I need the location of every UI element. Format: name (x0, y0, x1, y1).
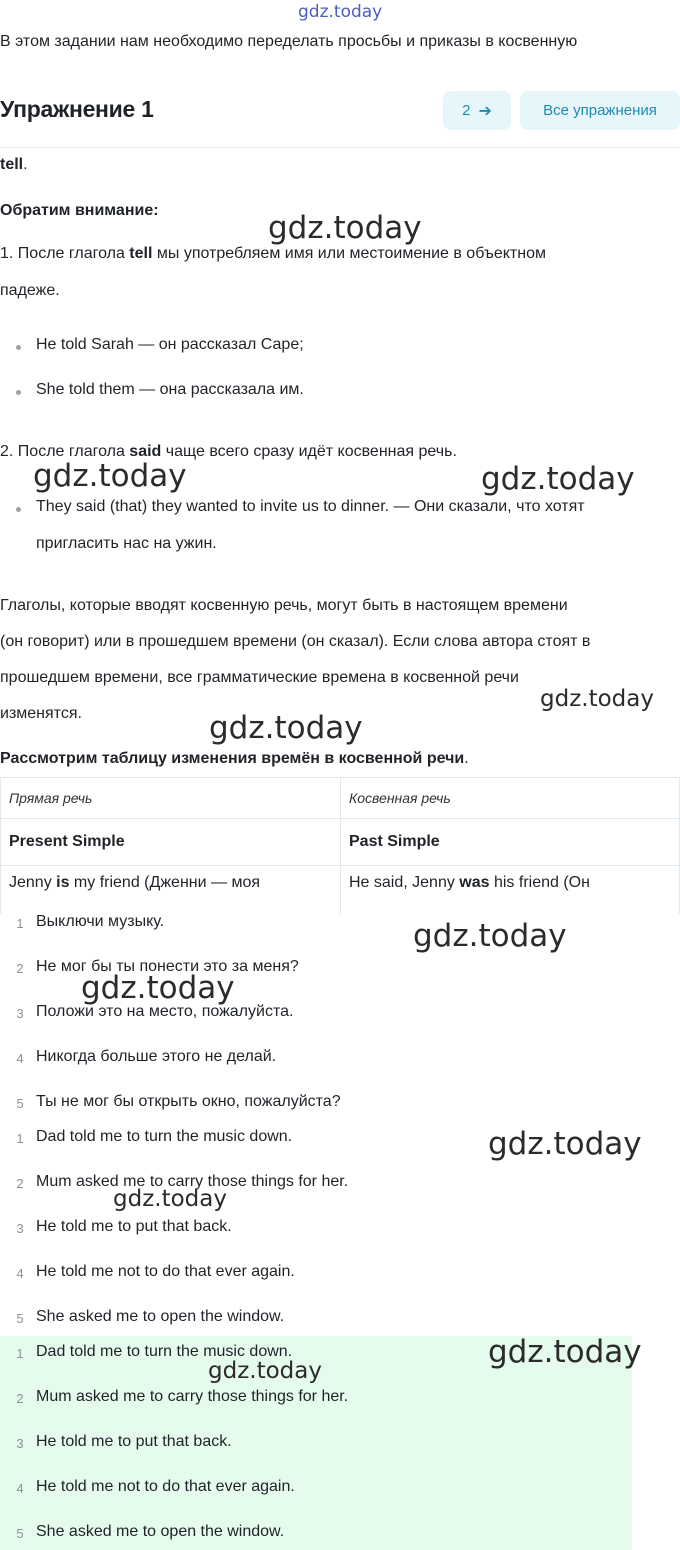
list-number: 3 (16, 1006, 24, 1021)
watermark: gdz.today (413, 918, 567, 954)
answer-item-highlighted: She asked me to open the window. (36, 1523, 285, 1540)
task-item: Не мог бы ты понести это за меня? (36, 958, 299, 975)
bullet-icon (16, 390, 21, 395)
next-exercise-label: 2 (462, 102, 471, 119)
list-number: 5 (16, 1311, 24, 1326)
next-exercise-button[interactable] (443, 91, 511, 130)
said-example-line1: They said (that) they wanted to invite us to dinner. — Они сказали, что хотят (36, 498, 585, 515)
all-exercises-button[interactable]: Все упражнения (520, 91, 680, 130)
tense-table (0, 777, 680, 914)
tell-example-2: She told them — она рассказала им. (36, 381, 304, 398)
page-title: Упражнение 1 (0, 96, 154, 122)
list-number: 3 (16, 1436, 24, 1451)
list-number: 2 (16, 1176, 24, 1191)
task-item: Никогда больше этого не делай. (36, 1048, 277, 1065)
watermark: gdz.today (488, 1126, 642, 1162)
answer-item-highlighted: Mum asked me to carry those things for her. (36, 1388, 349, 1405)
list-number: 2 (16, 961, 24, 976)
list-number: 4 (16, 1051, 24, 1066)
list-number: 4 (16, 1481, 24, 1496)
answer-item: She asked me to open the window. (36, 1308, 285, 1325)
list-number: 4 (16, 1266, 24, 1281)
table-intro: Рассмотрим таблицу изменения времён в косвенной речи. (0, 750, 469, 767)
bullet-icon (16, 507, 21, 512)
paragraph-line-4: изменятся. (0, 705, 82, 722)
watermark: gdz.today (81, 970, 235, 1006)
list-number: 1 (16, 1131, 24, 1146)
list-number: 2 (16, 1391, 24, 1406)
watermark: gdz.today (33, 458, 187, 494)
answer-item-highlighted: He told me not to do that ever again. (36, 1478, 295, 1495)
answer-item: He told me to put that back. (36, 1218, 232, 1235)
watermark: gdz.today (208, 1358, 322, 1384)
table-cell-example-direct: Jenny is my friend (Дженни — моя (1, 866, 341, 915)
task-item: Ты не мог бы открыть окно, пожалуйста? (36, 1093, 341, 1110)
table-cell-tense-indirect: Past Simple (341, 819, 680, 866)
task-item: Выключи музыку. (36, 913, 165, 930)
watermark-top: gdz.today (298, 2, 383, 22)
paragraph-line-2: (он говорит) или в прошедшем времени (он сказал). Если слова автора стоят в (0, 633, 591, 650)
answer-item-highlighted: He told me to put that back. (36, 1433, 232, 1450)
rule-2: 2. После глагола said чаще всего сразу идёт косвенная речь. (0, 443, 457, 460)
tell-example-1: He told Sarah — он рассказал Саре; (36, 336, 304, 353)
watermark: gdz.today (268, 210, 422, 246)
rule-1: 1. После глагола tell мы употребляем имя или местоимение в объектном (0, 245, 546, 262)
table-cell-tense-direct: Present Simple (1, 819, 341, 866)
answer-item: Dad told me to turn the music down. (36, 1128, 293, 1145)
table-header-direct: Прямая речь (1, 778, 341, 819)
table-cell-example-indirect: He said, Jenny was his friend (Он (341, 866, 680, 915)
intro-text: В этом задании нам необходимо переделать просьбы и приказы в косвенную (0, 33, 578, 50)
list-number: 1 (16, 916, 24, 931)
watermark: gdz.today (488, 1334, 642, 1370)
bullet-icon (16, 345, 21, 350)
divider (0, 147, 680, 148)
task-item: Положи это на место, пожалуйста. (36, 1003, 294, 1020)
watermark: gdz.today (540, 686, 654, 712)
answer-item-highlighted: Dad told me to turn the music down. (36, 1343, 293, 1360)
watermark: gdz.today (209, 710, 363, 746)
list-number: 5 (16, 1526, 24, 1541)
watermark: gdz.today (113, 1186, 227, 1212)
paragraph-line-1: Глаголы, которые вводят косвенную речь, могут быть в настоящем времени (0, 597, 568, 614)
answer-item: Mum asked me to carry those things for her. (36, 1173, 349, 1190)
said-example-line2: пригласить нас на ужин. (36, 535, 217, 552)
tell-word: tell. (0, 156, 28, 173)
rule-1-line2: падеже. (0, 282, 60, 299)
paragraph-line-3: прошедшем времени, все грамматические времена в косвенной речи (0, 669, 519, 686)
list-number: 5 (16, 1096, 24, 1111)
answer-item: He told me not to do that ever again. (36, 1263, 295, 1280)
watermark: gdz.today (481, 461, 635, 497)
attention-heading: Обратим внимание: (0, 202, 159, 219)
table-header-indirect: Косвенная речь (341, 778, 680, 819)
list-number: 3 (16, 1221, 24, 1236)
list-number: 1 (16, 1346, 24, 1361)
arrow-right-icon: ➔ (478, 102, 492, 120)
